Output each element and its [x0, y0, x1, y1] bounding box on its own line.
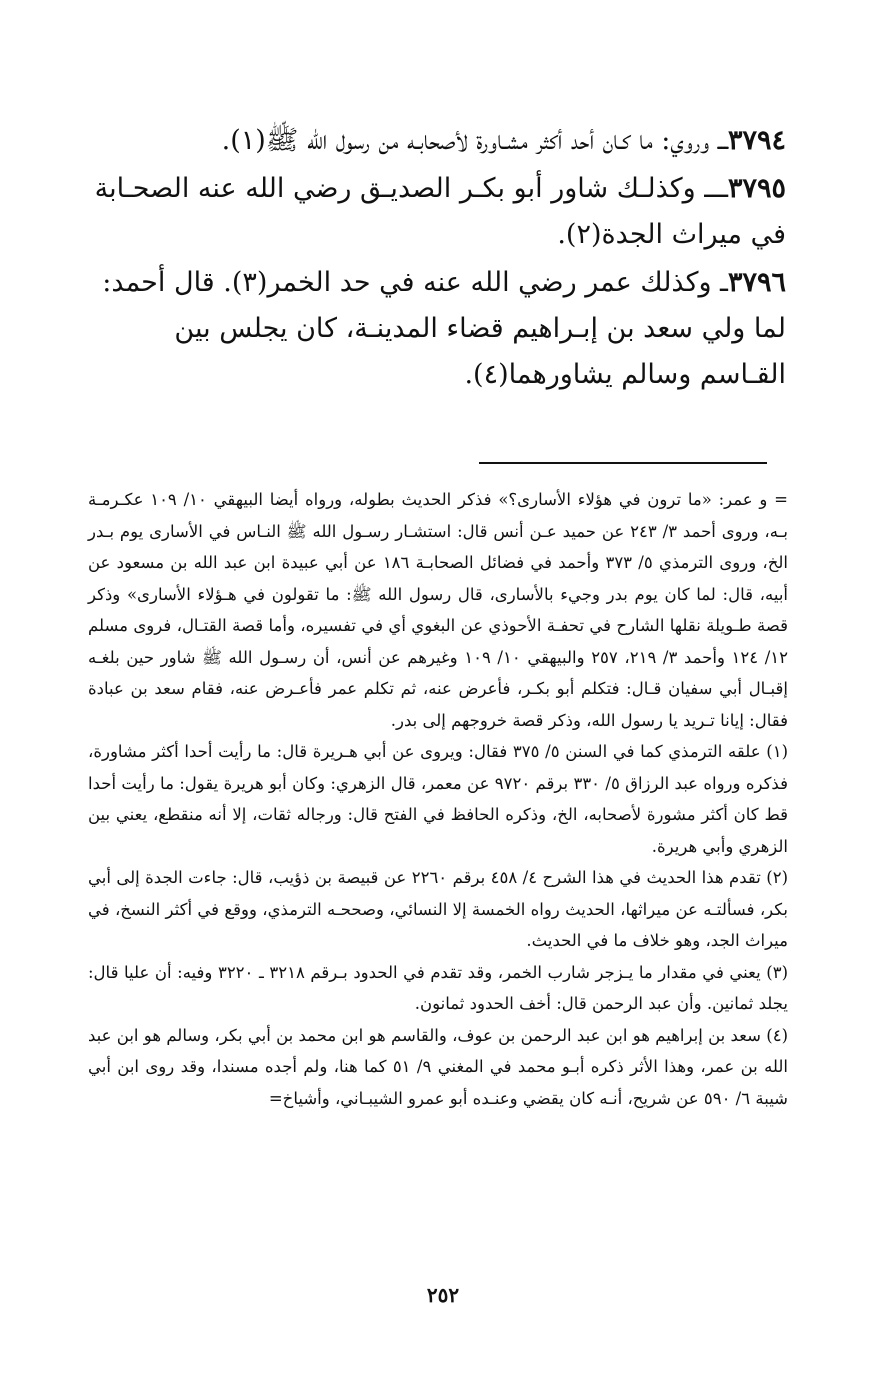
footnotes: [88, 484, 788, 1114]
page-number: ٢٥٢: [426, 1283, 460, 1307]
footnote-continuation: = و عمر: «ما ترون في هؤلاء الأسارى؟» فذكر الحديث بطوله، ورواه أيضا البيهقي ١٠/ ١٠٩ عكـرمـة بـه، وروى أحمد ٣/ ٢٤٣ عن حميد عـن أنس قال: استشـار رسـول الله ﷺ النـاس في الأسارى يوم بـدر الخ، وروى الترمذي ٥/ ٣٧٣ وأحمد في فضائل الصحابـة ١٨٦ عن أبي عبيدة ابن عبد الله بن مسعود عن أبيه، قال: لما كان يوم بدر وجيء بالأسارى، قال رسول الله ﷺ: ما تقولون في هـؤلاء الأسارى» وذكر قصة طـويلة نقلها الشارح في تحفـة الأحوذي عن البغوي أي في تفسيره، وأما قصة القتـال، فروى مسلم ١٢/ ١٢٤ وأحمد ٣/ ٢١٩، ٢٥٧ والبيهقي ١٠/ ١٠٩ وغيرهم عن أنس، أن رسـول الله ﷺ شاور حين بلغـه إقبـال أبي سفيان قـال: فتكلم أبو بكـر، فأعرض عنه، ثم تكلم عمر فأعـرض عنه، فقام سعد بن عبادة فقال: إيانا تـريد يا رسول الله، وذكر قصة خروجهم إلى بدر.: [88, 490, 789, 730]
footnote-separator: [479, 462, 767, 464]
entry-text: ـــ وكذلـك شاور أبو بكـر الصديـق رضي الله عنه الصحـابة في ميراث الجدة(٢).: [94, 173, 786, 250]
entry-text: ـــ وروي: ما كـان أحد أكثر مشـاورة لأصحابـه من رسول الله ﷺ(١).: [221, 125, 728, 156]
entry-text: ـ وكذلك عمر رضي الله عنه في حد الخمر(٣). قال أحمد: لما ولي سعد بن إبـراهيم قضاء المدينـة، كان يجلس بين القـاسم وسالم يشاورهما(٤).: [102, 267, 786, 390]
hadith-entry: [80, 118, 786, 164]
entry-number: ٣٧٩٤: [727, 125, 786, 156]
hadith-entry: [80, 166, 786, 258]
footnote-3: (٣) يعني في مقدار ما يـزجر شارب الخمر، وقد تقدم في الحدود بـرقم ٣٢١٨ ـ ٣٢٢٠ وفيه: أن عليا قال: يجلد ثمانين. وأن عبد الرحمن قال: أخف الحدود ثمانون.: [88, 962, 789, 1013]
hadith-entry: [80, 260, 786, 398]
footnote-2: (٢) تقدم هذا الحديث في هذا الشرح ٤/ ٤٥٨ برقم ٢٢٦٠ عن قبيصة بن ذؤيب، قال: جاءت الجدة إلى أبي بكر، فسألتـه عن ميراثها، الحديث رواه الخمسة إلا النسائي، وصححـه الترمذي، ووقع في أكثر النسخ، في ميراث الجد، وهو خلاف ما في الحديث.: [88, 868, 788, 950]
footnote-1: (١) علقه الترمذي كما في السنن ٥/ ٣٧٥ فقال: ويروى عن أبي هـريرة قال: ما رأيت أحدا أكثر مشاورة، فذكره ورواه عبد الرزاق ٥/ ٣٣٠ برقم ٩٧٢٠ عن معمر، قال الزهري: وكان أبو هريرة يقول: ما رأيت أحدا قط كان أكثر مشورة لأصحابه، الخ، وذكره الحافظ في الفتح قال: ورجاله ثقات، إلا أنه منقطع، يعني بين الزهري وأبي هريرة.: [88, 742, 788, 856]
entry-number: ٣٧٩٦: [727, 267, 786, 298]
main-text: [80, 118, 786, 400]
footnote-4: (٤) سعد بن إبراهيم هو ابن عبد الرحمن بن عوف، والقاسم هو ابن محمد بن أبي بكر، وسالم هو ابن عبد الله بن عمر، وهذا الأثر ذكره أبـو محمد في المغني ٩/ ٥١ كما هنا، ولم أجده مسندا، وقد روى ابن أبي شيبة ٦/ ٥٩٠ عن شريح، أنـه كان يقضي وعنـده أبو عمرو الشيبـاني، وأشياخ=: [88, 1025, 788, 1108]
entry-number: ٣٧٩٥: [727, 173, 786, 204]
